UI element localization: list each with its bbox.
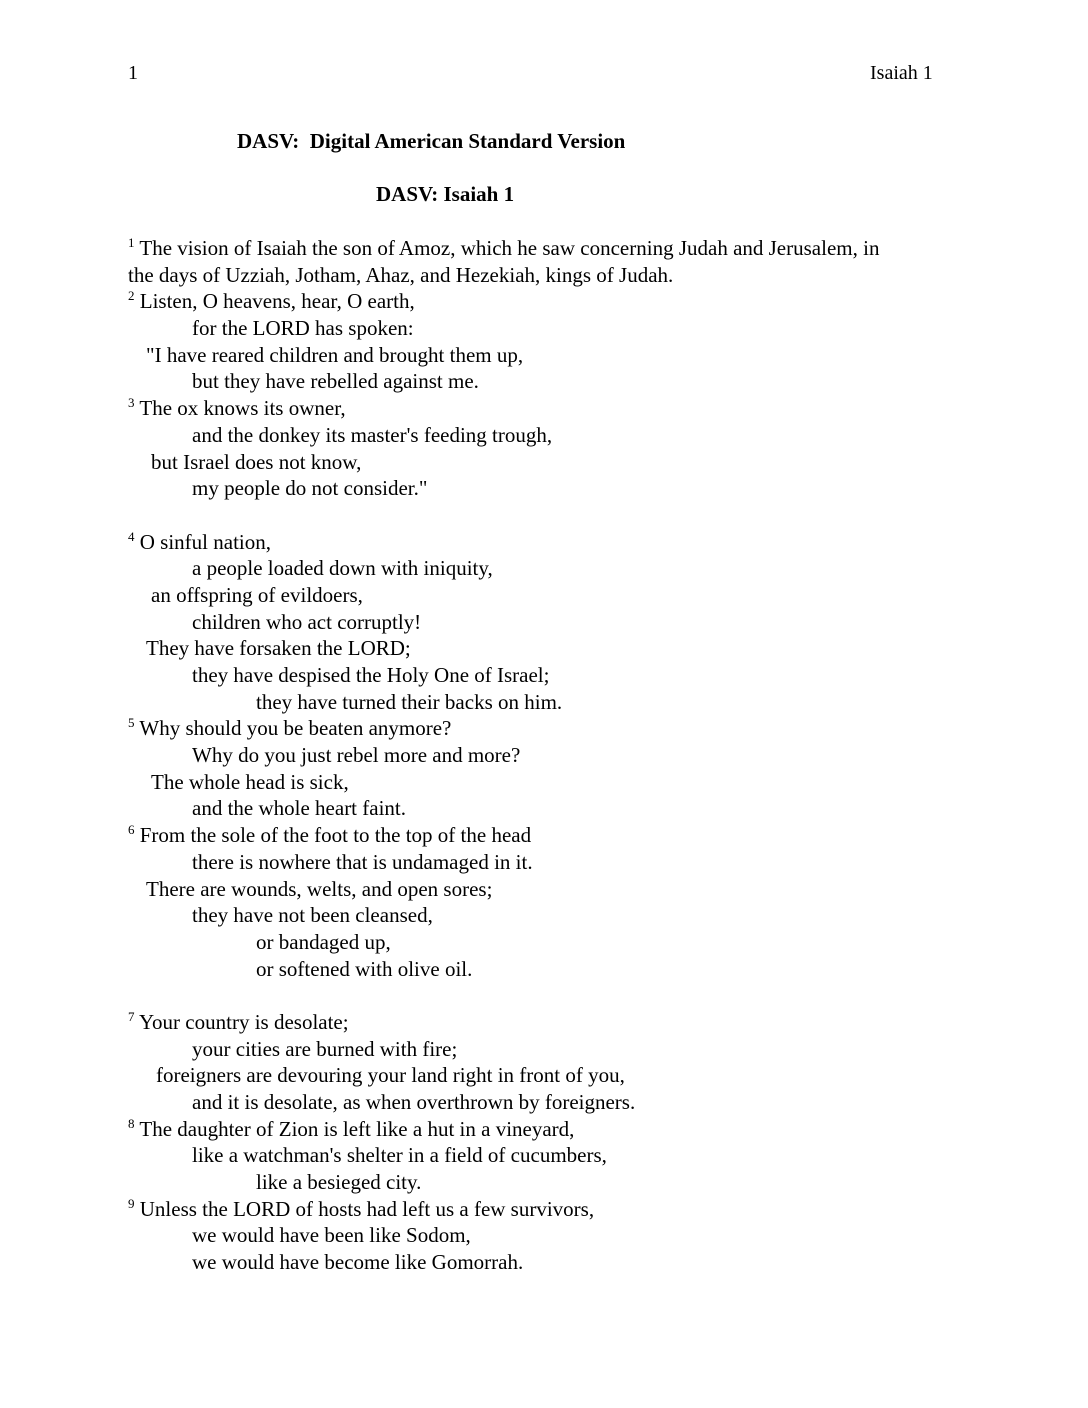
verse-text: "I have reared children and brought them up, xyxy=(146,342,524,367)
verse-number: 9 xyxy=(128,1195,135,1211)
verse-6-line xyxy=(128,956,988,983)
verse-5-line xyxy=(128,795,988,822)
verse-6-line xyxy=(128,876,988,903)
verse-text: my people do not consider." xyxy=(192,476,428,501)
chapter-title: DASV: Isaiah 1 xyxy=(376,182,515,206)
verse-text: and it is desolate, as when overthrown by foreigners. xyxy=(192,1090,636,1114)
verse-text: There are wounds, welts, and open sores; xyxy=(146,876,493,901)
verse-2-line xyxy=(128,315,988,342)
verse-9-line xyxy=(128,1196,988,1223)
verse-text: they have despised the Holy One of Israel; xyxy=(192,663,550,687)
stanza-break xyxy=(128,982,988,1009)
verse-text: Unless the LORD of hosts had left us a few survivors, xyxy=(139,1196,595,1221)
verse-text: but they have rebelled against me. xyxy=(192,369,479,394)
verse-number: 1 xyxy=(128,235,135,250)
verse-1-line xyxy=(128,235,988,262)
verse-6-line xyxy=(128,849,988,876)
verse-number: 5 xyxy=(128,715,135,731)
verse-4-line xyxy=(128,635,988,662)
scripture-text xyxy=(128,235,988,1276)
verse-text: like a besieged city. xyxy=(256,1170,422,1195)
verse-3-line xyxy=(128,395,988,422)
verse-4-line xyxy=(128,529,988,556)
verse-text: and the whole heart faint. xyxy=(192,796,406,821)
verse-text: for the LORD has spoken: xyxy=(192,316,414,341)
verse-9-line xyxy=(128,1222,988,1249)
verse-text: Why should you be beaten anymore? xyxy=(139,716,452,741)
verse-5-line xyxy=(128,715,988,742)
verse-text: Listen, O heavens, hear, O earth, xyxy=(139,289,415,314)
verse-text: Why do you just rebel more and more? xyxy=(192,743,521,768)
verse-text: like a watchman's shelter in a field of cucumbers, xyxy=(192,1143,607,1168)
verse-2-line xyxy=(128,288,988,315)
verse-6-line xyxy=(128,929,988,956)
running-head: Isaiah 1 xyxy=(870,62,933,84)
document-title: DASV: Digital American Standard Version xyxy=(237,129,626,153)
verse-text: The vision of Isaiah the son of Amoz, which he saw concerning Judah and Jerusalem, in xyxy=(139,236,880,260)
verse-number: 3 xyxy=(128,395,135,411)
verse-8-line xyxy=(128,1116,988,1143)
verse-9-line xyxy=(128,1249,988,1276)
verse-text: we would have been like Sodom, xyxy=(192,1223,471,1248)
verse-text: the days of Uzziah, Jotham, Ahaz, and Hezekiah, kings of Judah. xyxy=(128,262,674,287)
verse-7-line xyxy=(128,1062,988,1089)
verse-7-line xyxy=(128,1036,988,1063)
verse-number: 8 xyxy=(128,1115,135,1131)
verse-text: or softened with olive oil. xyxy=(256,956,473,981)
verse-text: They have forsaken the LORD; xyxy=(146,636,411,661)
verse-text: The daughter of Zion is left like a hut in a vineyard, xyxy=(139,1116,575,1141)
verse-number: 4 xyxy=(128,528,135,544)
verse-4-line xyxy=(128,582,988,609)
verse-4-line xyxy=(128,662,988,689)
verse-text: but Israel does not know, xyxy=(151,449,362,474)
verse-text: The ox knows its owner, xyxy=(139,396,346,421)
verse-4-line xyxy=(128,555,988,582)
verse-text: an offspring of evildoers, xyxy=(151,582,363,607)
verse-7-line xyxy=(128,1009,988,1036)
verse-2-line xyxy=(128,368,988,395)
verse-3-line xyxy=(128,422,988,449)
verse-text: Your country is desolate; xyxy=(138,1009,349,1034)
verse-text: and the donkey its master's feeding trough, xyxy=(192,422,553,447)
verse-1-line xyxy=(128,262,988,289)
verse-8-line xyxy=(128,1142,988,1169)
verse-7-line xyxy=(128,1089,988,1116)
verse-8-line xyxy=(128,1169,988,1196)
verse-6-line xyxy=(128,902,988,929)
verse-4-line xyxy=(128,689,988,716)
verse-number: 2 xyxy=(128,288,135,304)
verse-5-line xyxy=(128,742,988,769)
verse-3-line xyxy=(128,449,988,476)
verse-text: a people loaded down with iniquity, xyxy=(192,556,493,581)
verse-text: or bandaged up, xyxy=(256,929,391,954)
verse-text: your cities are burned with fire; xyxy=(192,1036,458,1061)
verse-number: 7 xyxy=(128,1008,135,1024)
verse-text: O sinful nation, xyxy=(139,529,271,554)
verse-text: there is nowhere that is undamaged in it. xyxy=(192,849,533,874)
verse-text: they have turned their backs on him. xyxy=(256,689,563,714)
verse-text: they have not been cleansed, xyxy=(192,903,433,928)
verse-3-line xyxy=(128,475,988,502)
verse-2-line xyxy=(128,342,988,369)
verse-5-line xyxy=(128,769,988,796)
verse-text: we would have become like Gomorrah. xyxy=(192,1250,524,1275)
verse-6-line xyxy=(128,822,988,849)
page-number: 1 xyxy=(128,62,138,84)
verse-text: children who act corruptly! xyxy=(192,609,422,634)
verse-4-line xyxy=(128,609,988,636)
verse-text: The whole head is sick, xyxy=(151,769,349,794)
verse-number: 6 xyxy=(128,822,135,838)
stanza-break xyxy=(128,502,988,529)
verse-text: foreigners are devouring your land right in front of you, xyxy=(156,1063,625,1088)
verse-text: From the sole of the foot to the top of the head xyxy=(139,823,532,848)
